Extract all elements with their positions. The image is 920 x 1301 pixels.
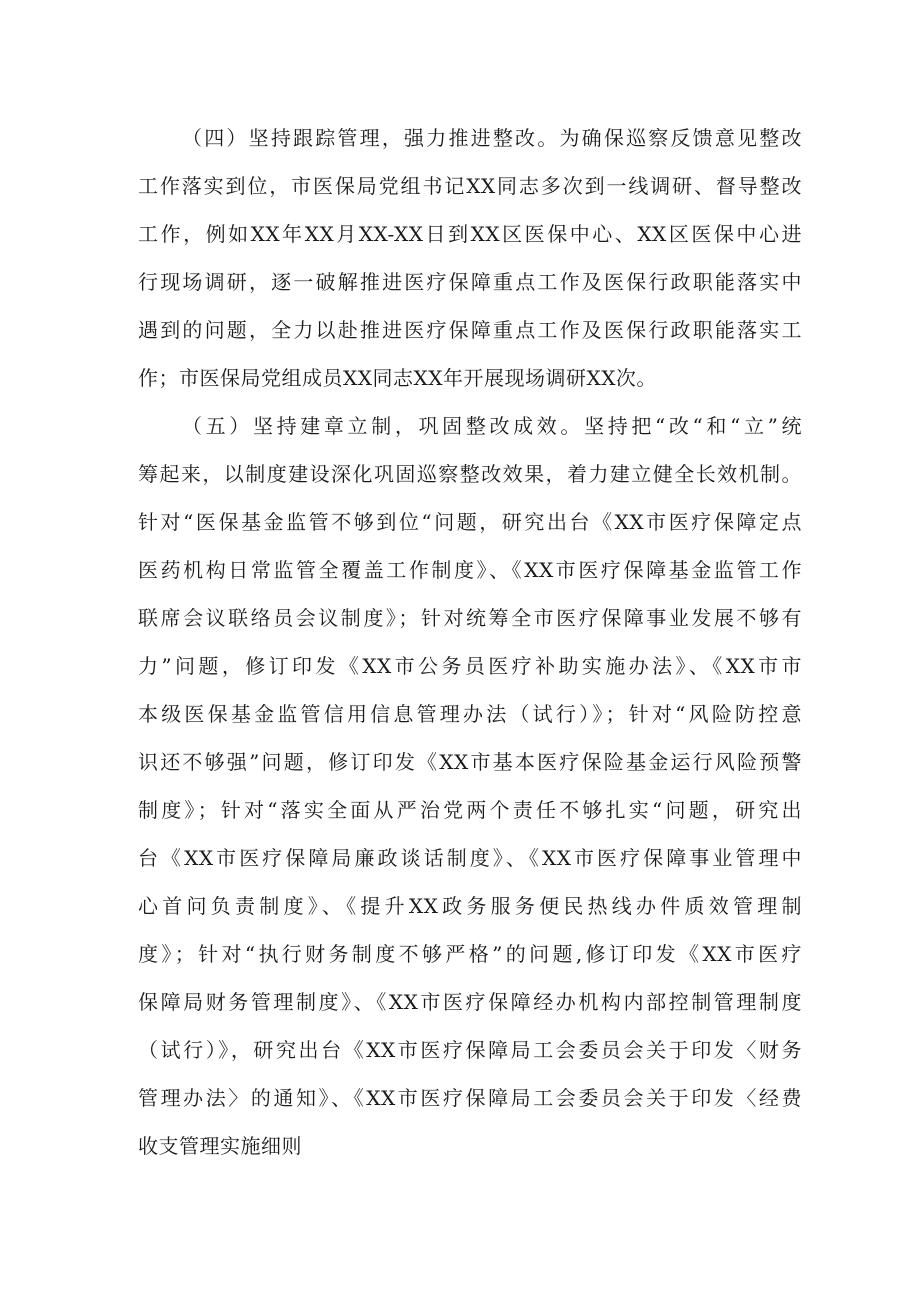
paragraph-4-line-3: 工作，例如XX年XX月XX-XX日到XX区医保中心、XX区医保中心进 bbox=[138, 222, 802, 246]
paragraph-4-line-4: 行现场调研，逐一破解推进医疗保障重点工作及医保行政职能落实中 bbox=[138, 270, 802, 294]
paragraph-5-line-8: 识还不够强”问题，修订印发《XX市基本医疗保险基金运行风险预警 bbox=[138, 750, 802, 774]
paragraph-5-line-4: 医药机构日常监管全覆盖工作制度》、《XX市医疗保障基金监管工作 bbox=[138, 558, 802, 582]
paragraph-5-line-16: 收支管理实施细则 bbox=[138, 1134, 302, 1158]
paragraph-4-line-1: （四）坚持跟踪管理，强力推进整改。为确保巡察反馈意见整改 bbox=[182, 126, 802, 150]
paragraph-5-line-13: 保障局财务管理制度》、《XX市医疗保障经办机构内部控制管理制度 bbox=[138, 990, 802, 1014]
paragraph-5-line-1: （五）坚持建章立制，巩固整改成效。坚持把“改“和“立”统 bbox=[182, 414, 802, 438]
paragraph-5-line-9: 制度》；针对“落实全面从严治党两个责任不够扎实“问题，研究出 bbox=[138, 798, 802, 822]
paragraph-5-line-14: （试行）》，研究出台《XX市医疗保障局工会委员会关于印发〈财务 bbox=[138, 1038, 802, 1062]
paragraph-5-line-7: 本级医保基金监管信用信息管理办法（试行）》；针对“风险防控意 bbox=[138, 702, 802, 726]
paragraph-5-line-15: 管理办法〉的通知》、《XX市医疗保障局工会委员会关于印发〈经费 bbox=[138, 1086, 802, 1110]
paragraph-5-line-2: 筹起来，以制度建设深化巩固巡察整改效果，着力建立健全长效机制。 bbox=[138, 462, 802, 486]
paragraph-5-line-10: 台《XX市医疗保障局廉政谈话制度》、《XX市医疗保障事业管理中 bbox=[138, 846, 802, 870]
paragraph-4-line-6: 作；市医保局党组成员XX同志XX年开展现场调研XX次。 bbox=[138, 366, 657, 390]
paragraph-5-line-11: 心首问负责制度》、《提升XX政务服务便民热线办件质效管理制 bbox=[138, 894, 802, 918]
paragraph-4-line-5: 遇到的问题，全力以赴推进医疗保障重点工作及医保行政职能落实工 bbox=[138, 318, 802, 342]
paragraph-4-line-2: 工作落实到位，市医保局党组书记XX同志多次到一线调研、督导整改 bbox=[138, 174, 802, 198]
paragraph-5-line-5: 联席会议联络员会议制度》；针对统筹全市医疗保障事业发展不够有 bbox=[138, 606, 802, 630]
paragraph-5-line-6: 力”问题，修订印发《XX市公务员医疗补助实施办法》、《XX市市 bbox=[138, 654, 802, 678]
paragraph-5-line-3: 针对“医保基金监管不够到位“问题，研究出台《XX市医疗保障定点 bbox=[138, 510, 802, 534]
paragraph-5-line-12: 度》；针对“执行财务制度不够严格”的问题,修订印发《XX市医疗 bbox=[138, 942, 802, 966]
